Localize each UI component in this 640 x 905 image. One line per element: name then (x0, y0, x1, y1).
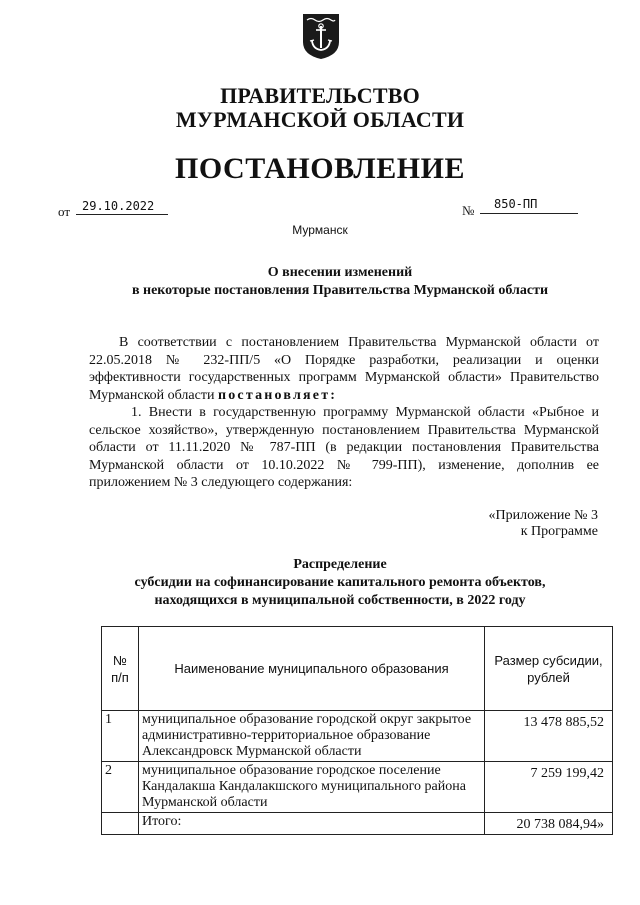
header-name: Наименование муниципального образования (139, 627, 485, 711)
table-header-row (102, 627, 613, 711)
total-amount: 20 738 084,94» (485, 813, 613, 835)
header-amount-line1: Размер субсидии, (494, 652, 603, 668)
row-number: 2 (102, 762, 139, 813)
table-row (102, 711, 613, 762)
coat-of-arms-icon (301, 12, 341, 60)
clause-1-text: 1. Внести в государственную программу Мурманской области «Рыбное и сельское хозяйство», утвержденную постановлением Правительства Мурманской области от 11.11.2020 № 787-ПП (в редакции постановления Правительства Мурманской области от 10.10.2022 № 799-ПП), изменение, дополнив ее приложением № 3 следующего содержания: (89, 405, 599, 491)
table-title-line2: субсидии на софинансирование капитального ремонта объектов, (134, 575, 546, 590)
header-number-line1: № (113, 652, 127, 668)
header-number (102, 627, 139, 711)
header-amount (485, 627, 613, 711)
subsidy-table (101, 626, 613, 835)
clause-1-paragraph (89, 404, 599, 492)
appendix-program-label: к Программе (520, 524, 598, 539)
preamble-text: В соответствии с постановлением Правительства Мурманской области от 22.05.2018 № 232-ПП/5 «О Порядке разработки, реализации и оценки эффективности государственных программ Мурманской области» Правительство Мурманской области (89, 335, 599, 403)
document-type: ПОСТАНОВЛЕНИЕ (175, 152, 465, 185)
subject-line2: в некоторые постановления Правительства Мурманской области (131, 283, 549, 298)
row-amount: 7 259 199,42 (485, 762, 613, 813)
table-row (102, 762, 613, 813)
table-title-line3: находящихся в муниципальной собственности, в 2022 году (154, 593, 526, 608)
total-number-cell (102, 813, 139, 835)
resolves-word: постановляет: (217, 387, 338, 403)
date-label: от (58, 204, 71, 219)
appendix-label: «Приложение № 3 (488, 508, 598, 523)
subject-line1: О внесении изменений (267, 265, 413, 280)
header-amount-line2: рублей (527, 669, 570, 685)
table-title-line1: Распределение (293, 557, 387, 572)
header-number-line2: п/п (111, 669, 129, 685)
preamble-paragraph (89, 334, 599, 404)
row-amount: 13 478 885,52 (485, 711, 613, 762)
row-name: муниципальное образование городской округ закрытое административно-территориальное образование Александровск Мурманской области (139, 711, 485, 762)
table-total-row (102, 813, 613, 835)
number-label: № (462, 203, 475, 218)
government-title-line2: МУРМАНСКОЙ ОБЛАСТИ (175, 107, 465, 132)
row-name: муниципальное образование городское поселение Кандалакша Кандалакшского муниципального района Мурманской области (139, 762, 485, 813)
total-label: Итого: (139, 813, 485, 835)
document-number: 850-ПП (480, 197, 578, 214)
document-date: 29.10.2022 (76, 199, 168, 215)
city-name: Мурманск (292, 223, 348, 237)
government-title-line1: ПРАВИТЕЛЬСТВО (220, 83, 420, 108)
row-number: 1 (102, 711, 139, 762)
